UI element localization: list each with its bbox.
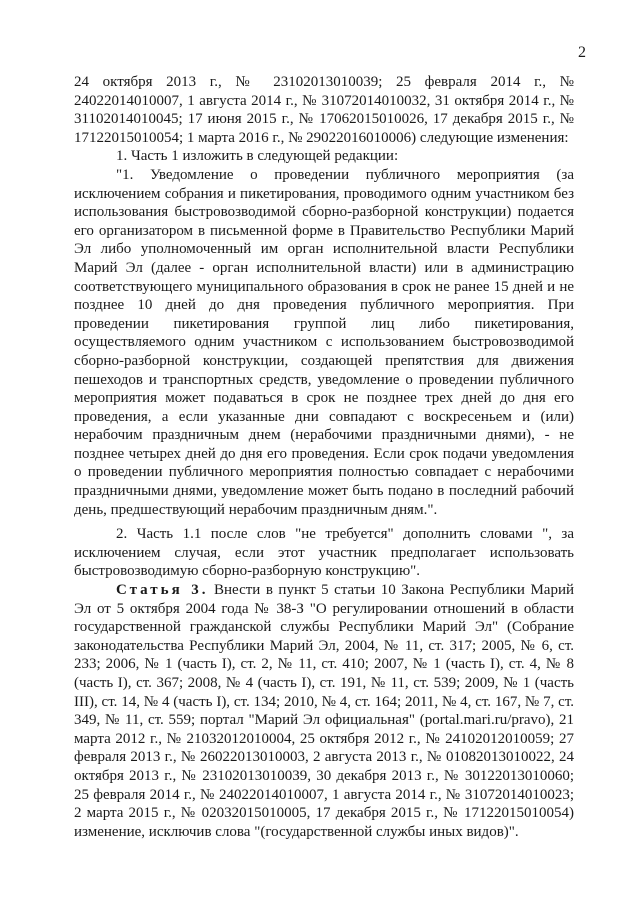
paragraph-amendment-sources: 24 октября 2013 г., № 23102013010039; 25 февраля 2014 г., № 24022014010007, 1 августа 2014 г., № 31072014010032, 31 октября 2014 г., № 31102014010045; 17 июня 2015 г., № 17062015010026, 17 декабря 2015 г., № 17122015010054; 1 марта 2016 г., № 29022016010006) следующие изменения: [74, 74, 574, 146]
paragraph-part-1-heading: 1. Часть 1 изложить в следующей редакции: [116, 148, 399, 165]
paragraph-article-3 [74, 581, 574, 841]
paragraph-part-2: 2. Часть 1.1 после слов "не требуется" дополнить словами ", за исключением случая, если этот участник предполагает использовать быстровозводимую сборно-разборную конструкцию". [74, 526, 574, 580]
article-3-text: Внести в пункт 5 статьи 10 Закона Республики Марий Эл от 5 октября 2004 года № 38-З "О регулировании отношений в области государственной гражданской службы Республики Марий Эл" (Собрание законодательства Республики Марий Эл, 2004, № 11, ст. 317; 2005, № 6, ст. 233; 2006, № 1 (часть I), ст. 2, № 11, ст. 410; 2007, № 1 (часть I), ст. 4, № 8 (часть I), ст. 367; 2008, № 4 (часть I), ст. 191, № 11, ст. 539; 2009, № 1 (часть III), ст. 14, № 4 (часть I), ст. 134; 2010, № 4, ст. 164; 2011, № 4, ст. 167, № 7, ст. 349, № 11, ст. 559; портал "Марий Эл официальная" (portal.mari.ru/pravo), 21 марта 2012 г., № 21032012010004, 25 октября 2012 г., № 24102012010059; 27 февраля 2013 г., № 26022013010003, 2 августа 2013 г., № 01082013010022, 24 октября 2013 г., № 23102013010039, 30 декабря 2013 г., № 30122013010060; 25 февраля 2014 г., № 24022014010007, 1 августа 2014 г., № 31072014010023; 2 марта 2015 г., № 02032015010005, 17 декабря 2015 г., № 17122015010054) изменение, исключив слова "(государственной службы иных видов)". [74, 582, 574, 840]
paragraph-part-1-new-text: "1. Уведомление о проведении публичного мероприятия (за исключением собрания и пикетирования, проводимого одним участником без использования быстровозводимой сборно-разборной конструкции) подается его организатором в письменной форме в Правительство Республики Марий Эл либо уполномоченный им орган исполнительной власти Республики Марий Эл (далее - орган исполнительной власти) или в администрацию соответствующего муниципального образования в срок не ранее 15 дней и не позднее 10 дней до дня проведения публичного мероприятия. При проведении пикетирования группой лиц либо пикетирования, осуществляемого одним участником с использованием быстровозводимой сборно-разборной конструкции, создающей препятствия для движения пешеходов и транспортных средств, уведомление о проведении публичного мероприятия может подаваться в срок не позднее трех дней до дня его проведения, а если указанные дни совпадают с воскресеньем и (или) нерабочим праздничным днем (нерабочими праздничными днями), - не позднее четырех дней до дня его проведения. Если срок подачи уведомления о проведении публичного мероприятия полностью совпадает с нерабочими праздничными днями, уведомление может быть подано в последний рабочий день, предшествующий нерабочим праздничным дням.". [74, 166, 574, 518]
page-number: 2 [578, 44, 586, 61]
document-body [74, 73, 574, 841]
article-3-label: Статья 3. [116, 582, 209, 599]
